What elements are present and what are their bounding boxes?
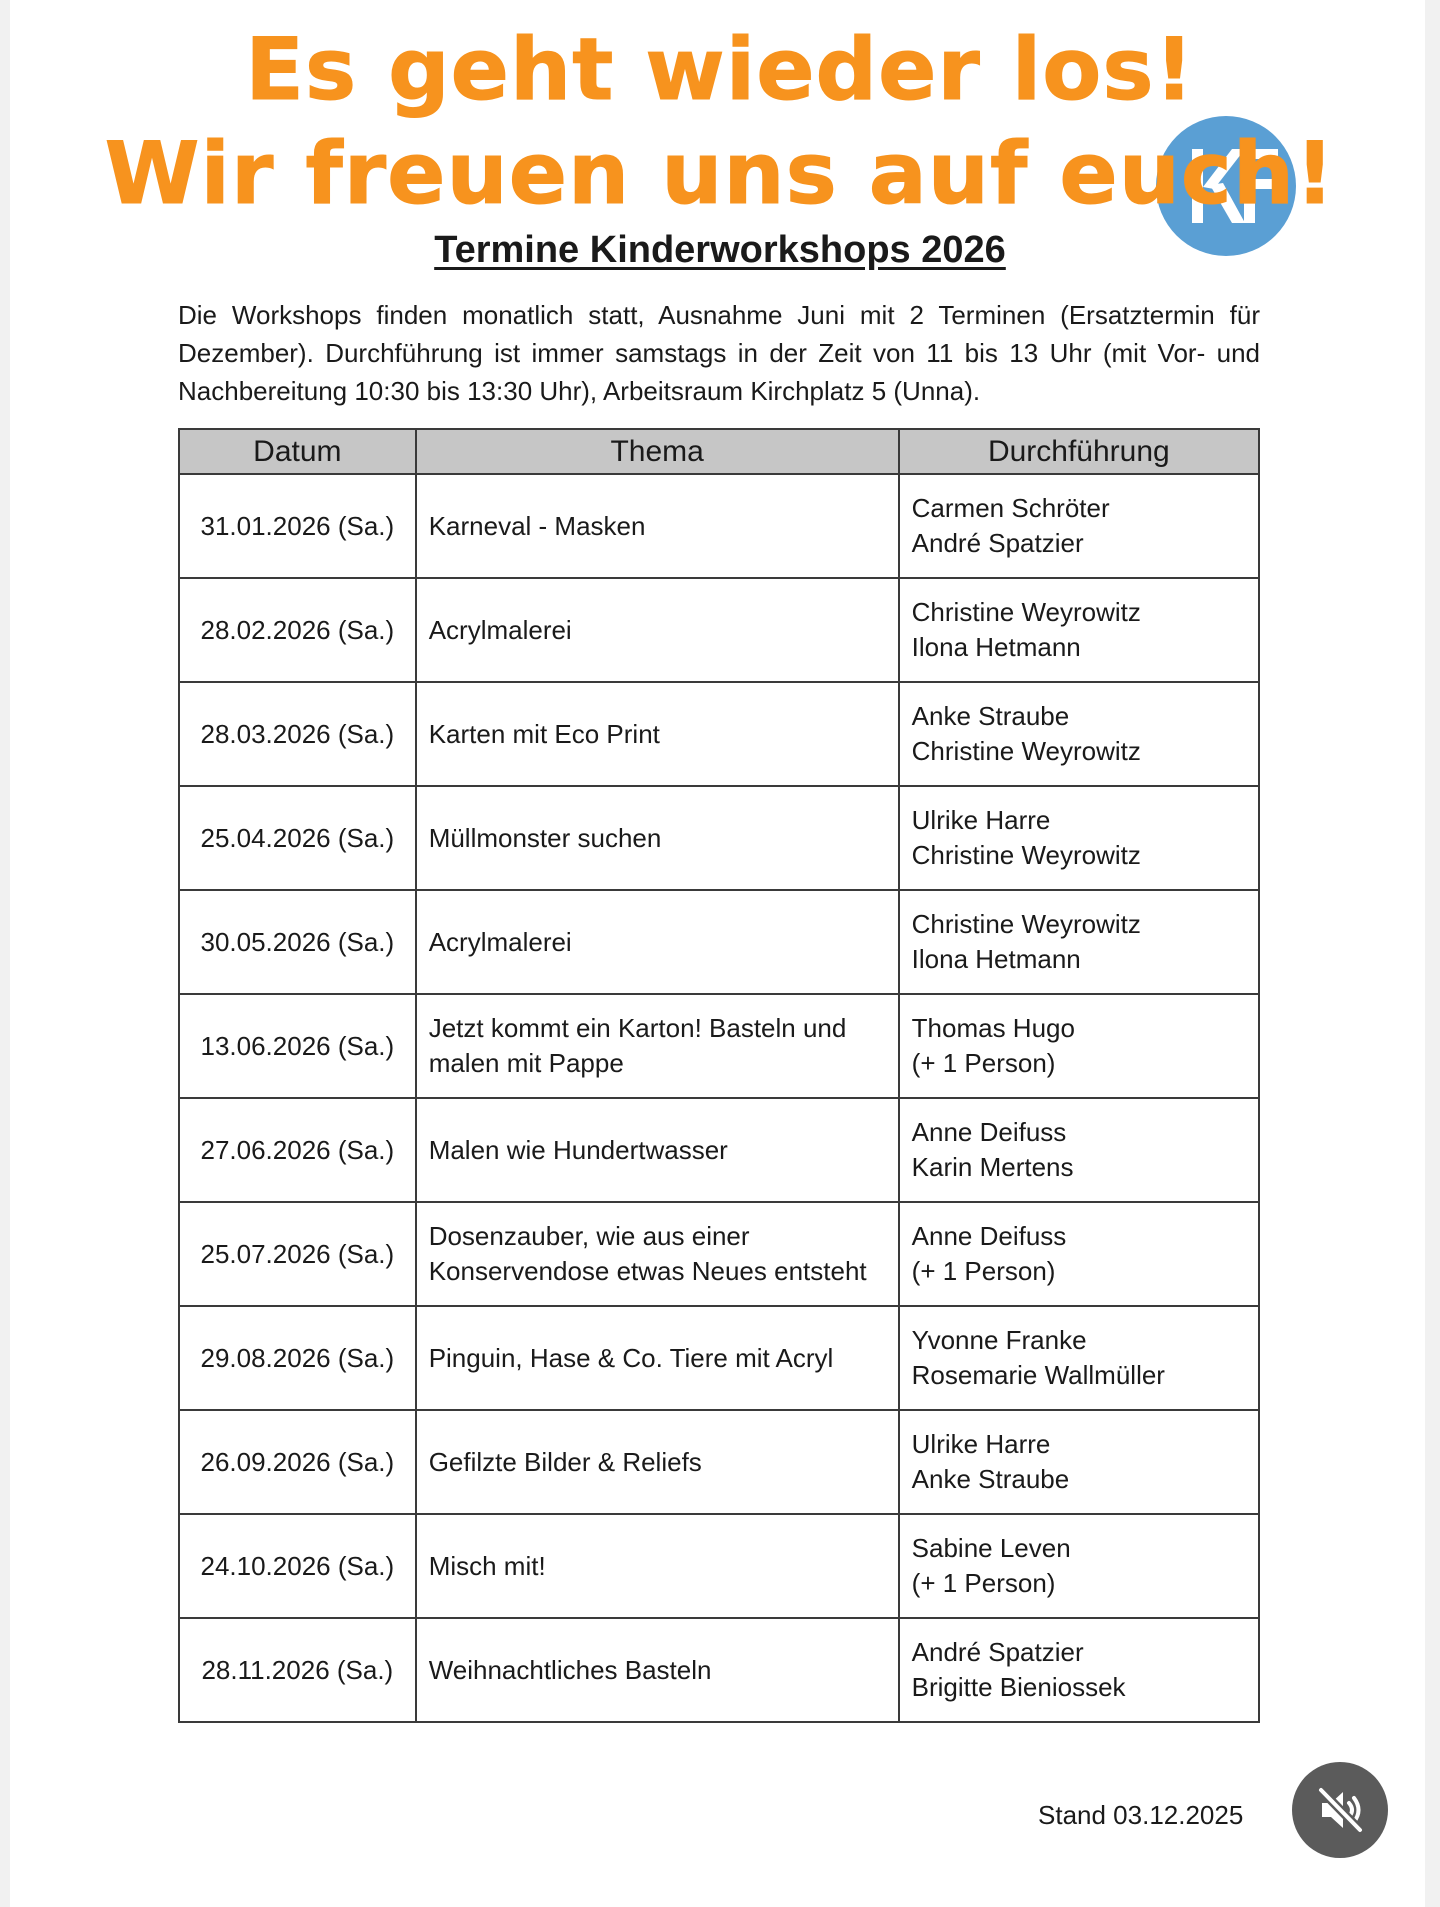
lead-name: Christine Weyrowitz: [911, 597, 1141, 627]
header-topic: Thema: [416, 429, 899, 474]
lead-name: Sabine Leven: [911, 1533, 1071, 1563]
lead-name: Thomas Hugo: [911, 1013, 1075, 1043]
header-date: Datum: [179, 429, 416, 474]
cell-leads: [899, 890, 1259, 994]
header-leads: Durchführung: [899, 429, 1259, 474]
lead-name: Christine Weyrowitz: [911, 840, 1141, 870]
stand-date: Stand 03.12.2025: [1038, 1800, 1244, 1830]
cell-topic: Acrylmalerei: [416, 578, 899, 682]
table-row: [179, 890, 1259, 994]
cell-date: 26.09.2026 (Sa.): [179, 1410, 416, 1514]
cell-topic: Misch mit!: [416, 1514, 899, 1618]
cell-date: 25.04.2026 (Sa.): [179, 786, 416, 890]
cell-leads: [899, 786, 1259, 890]
cell-leads: [899, 1514, 1259, 1618]
lead-name: Ulrike Harre: [911, 1429, 1051, 1459]
cell-topic: Acrylmalerei: [416, 890, 899, 994]
cell-leads: [899, 1202, 1259, 1306]
cell-leads: [899, 578, 1259, 682]
lead-name: Anke Straube: [911, 1464, 1070, 1494]
lead-name: André Spatzier: [911, 1637, 1084, 1667]
table-row: [179, 1410, 1259, 1514]
cell-topic: Pinguin, Hase & Co. Tiere mit Acryl: [416, 1306, 899, 1410]
table-row: [179, 578, 1259, 682]
cell-date: 31.01.2026 (Sa.): [179, 474, 416, 578]
cell-leads: [899, 682, 1259, 786]
lead-name: Rosemarie Wallmüller: [911, 1360, 1165, 1390]
lead-name: Ulrike Harre: [911, 805, 1051, 835]
lead-name: (+ 1 Person): [911, 1568, 1056, 1598]
table-row: [179, 1514, 1259, 1618]
cell-date: 25.07.2026 (Sa.): [179, 1202, 416, 1306]
lead-name: Christine Weyrowitz: [911, 909, 1141, 939]
lead-name: Carmen Schröter: [911, 493, 1110, 523]
table-row: [179, 786, 1259, 890]
intro-paragraph: Die Workshops finden monatlich statt, Ausnahme Juni mit 2 Terminen (Ersatztermin für Dezember). Durchführung ist immer samstags in der Zeit von 11 bis 13 Uhr (mit Vor- und Nachbereitung 10:30 bis 13:30 Uhr), Arbeitsraum Kirchplatz 5 (Unna).: [178, 300, 1260, 406]
cell-topic: Karten mit Eco Print: [416, 682, 899, 786]
cell-date: 28.02.2026 (Sa.): [179, 578, 416, 682]
cell-date: 13.06.2026 (Sa.): [179, 994, 416, 1098]
workshop-schedule-table: [178, 428, 1260, 1723]
lead-name: (+ 1 Person): [911, 1256, 1056, 1286]
cell-topic: Karneval - Masken: [416, 474, 899, 578]
lead-name: Anne Deifuss: [911, 1221, 1067, 1251]
cell-leads: [899, 1098, 1259, 1202]
cell-date: 30.05.2026 (Sa.): [179, 890, 416, 994]
table-row: [179, 474, 1259, 578]
table-row: [179, 1202, 1259, 1306]
page-title: Termine Kinderworkshops 2026: [434, 229, 1006, 271]
cell-date: 28.11.2026 (Sa.): [179, 1618, 416, 1722]
lead-name: (+ 1 Person): [911, 1048, 1056, 1078]
table-header-row: [179, 429, 1259, 474]
cell-leads: [899, 1410, 1259, 1514]
cell-topic: Dosenzauber, wie aus einer Konservendose etwas Neues entsteht: [416, 1202, 899, 1306]
cell-topic: Jetzt kommt ein Karton! Basteln und malen mit Pappe: [416, 994, 899, 1098]
cell-leads: [899, 1618, 1259, 1722]
lead-name: Ilona Hetmann: [911, 944, 1081, 974]
cell-topic: Gefilzte Bilder & Reliefs: [416, 1410, 899, 1514]
headline-line-1: Es geht wieder los!: [245, 20, 1195, 120]
cell-date: 27.06.2026 (Sa.): [179, 1098, 416, 1202]
table-row: [179, 1618, 1259, 1722]
lead-name: Yvonne Franke: [911, 1325, 1087, 1355]
cell-leads: [899, 1306, 1259, 1410]
lead-name: André Spatzier: [911, 528, 1084, 558]
table-row: [179, 1098, 1259, 1202]
table-row: [179, 682, 1259, 786]
table-row: [179, 994, 1259, 1098]
cell-date: 24.10.2026 (Sa.): [179, 1514, 416, 1618]
lead-name: Christine Weyrowitz: [911, 736, 1141, 766]
lead-name: Anke Straube: [911, 701, 1070, 731]
cell-date: 28.03.2026 (Sa.): [179, 682, 416, 786]
lead-name: Karin Mertens: [911, 1152, 1074, 1182]
headline-line-2: Wir freuen uns auf euch!: [104, 124, 1336, 224]
cell-topic: Malen wie Hundertwasser: [416, 1098, 899, 1202]
mute-button[interactable]: [1292, 1762, 1388, 1858]
lead-name: Brigitte Bieniossek: [911, 1672, 1126, 1702]
cell-date: 29.08.2026 (Sa.): [179, 1306, 416, 1410]
lead-name: Ilona Hetmann: [911, 632, 1081, 662]
lead-name: Anne Deifuss: [911, 1117, 1067, 1147]
cell-leads: [899, 474, 1259, 578]
cell-topic: Weihnachtliches Basteln: [416, 1618, 899, 1722]
cell-leads: [899, 994, 1259, 1098]
table-row: [179, 1306, 1259, 1410]
speaker-muted-icon: [1314, 1784, 1366, 1836]
cell-topic: Müllmonster suchen: [416, 786, 899, 890]
